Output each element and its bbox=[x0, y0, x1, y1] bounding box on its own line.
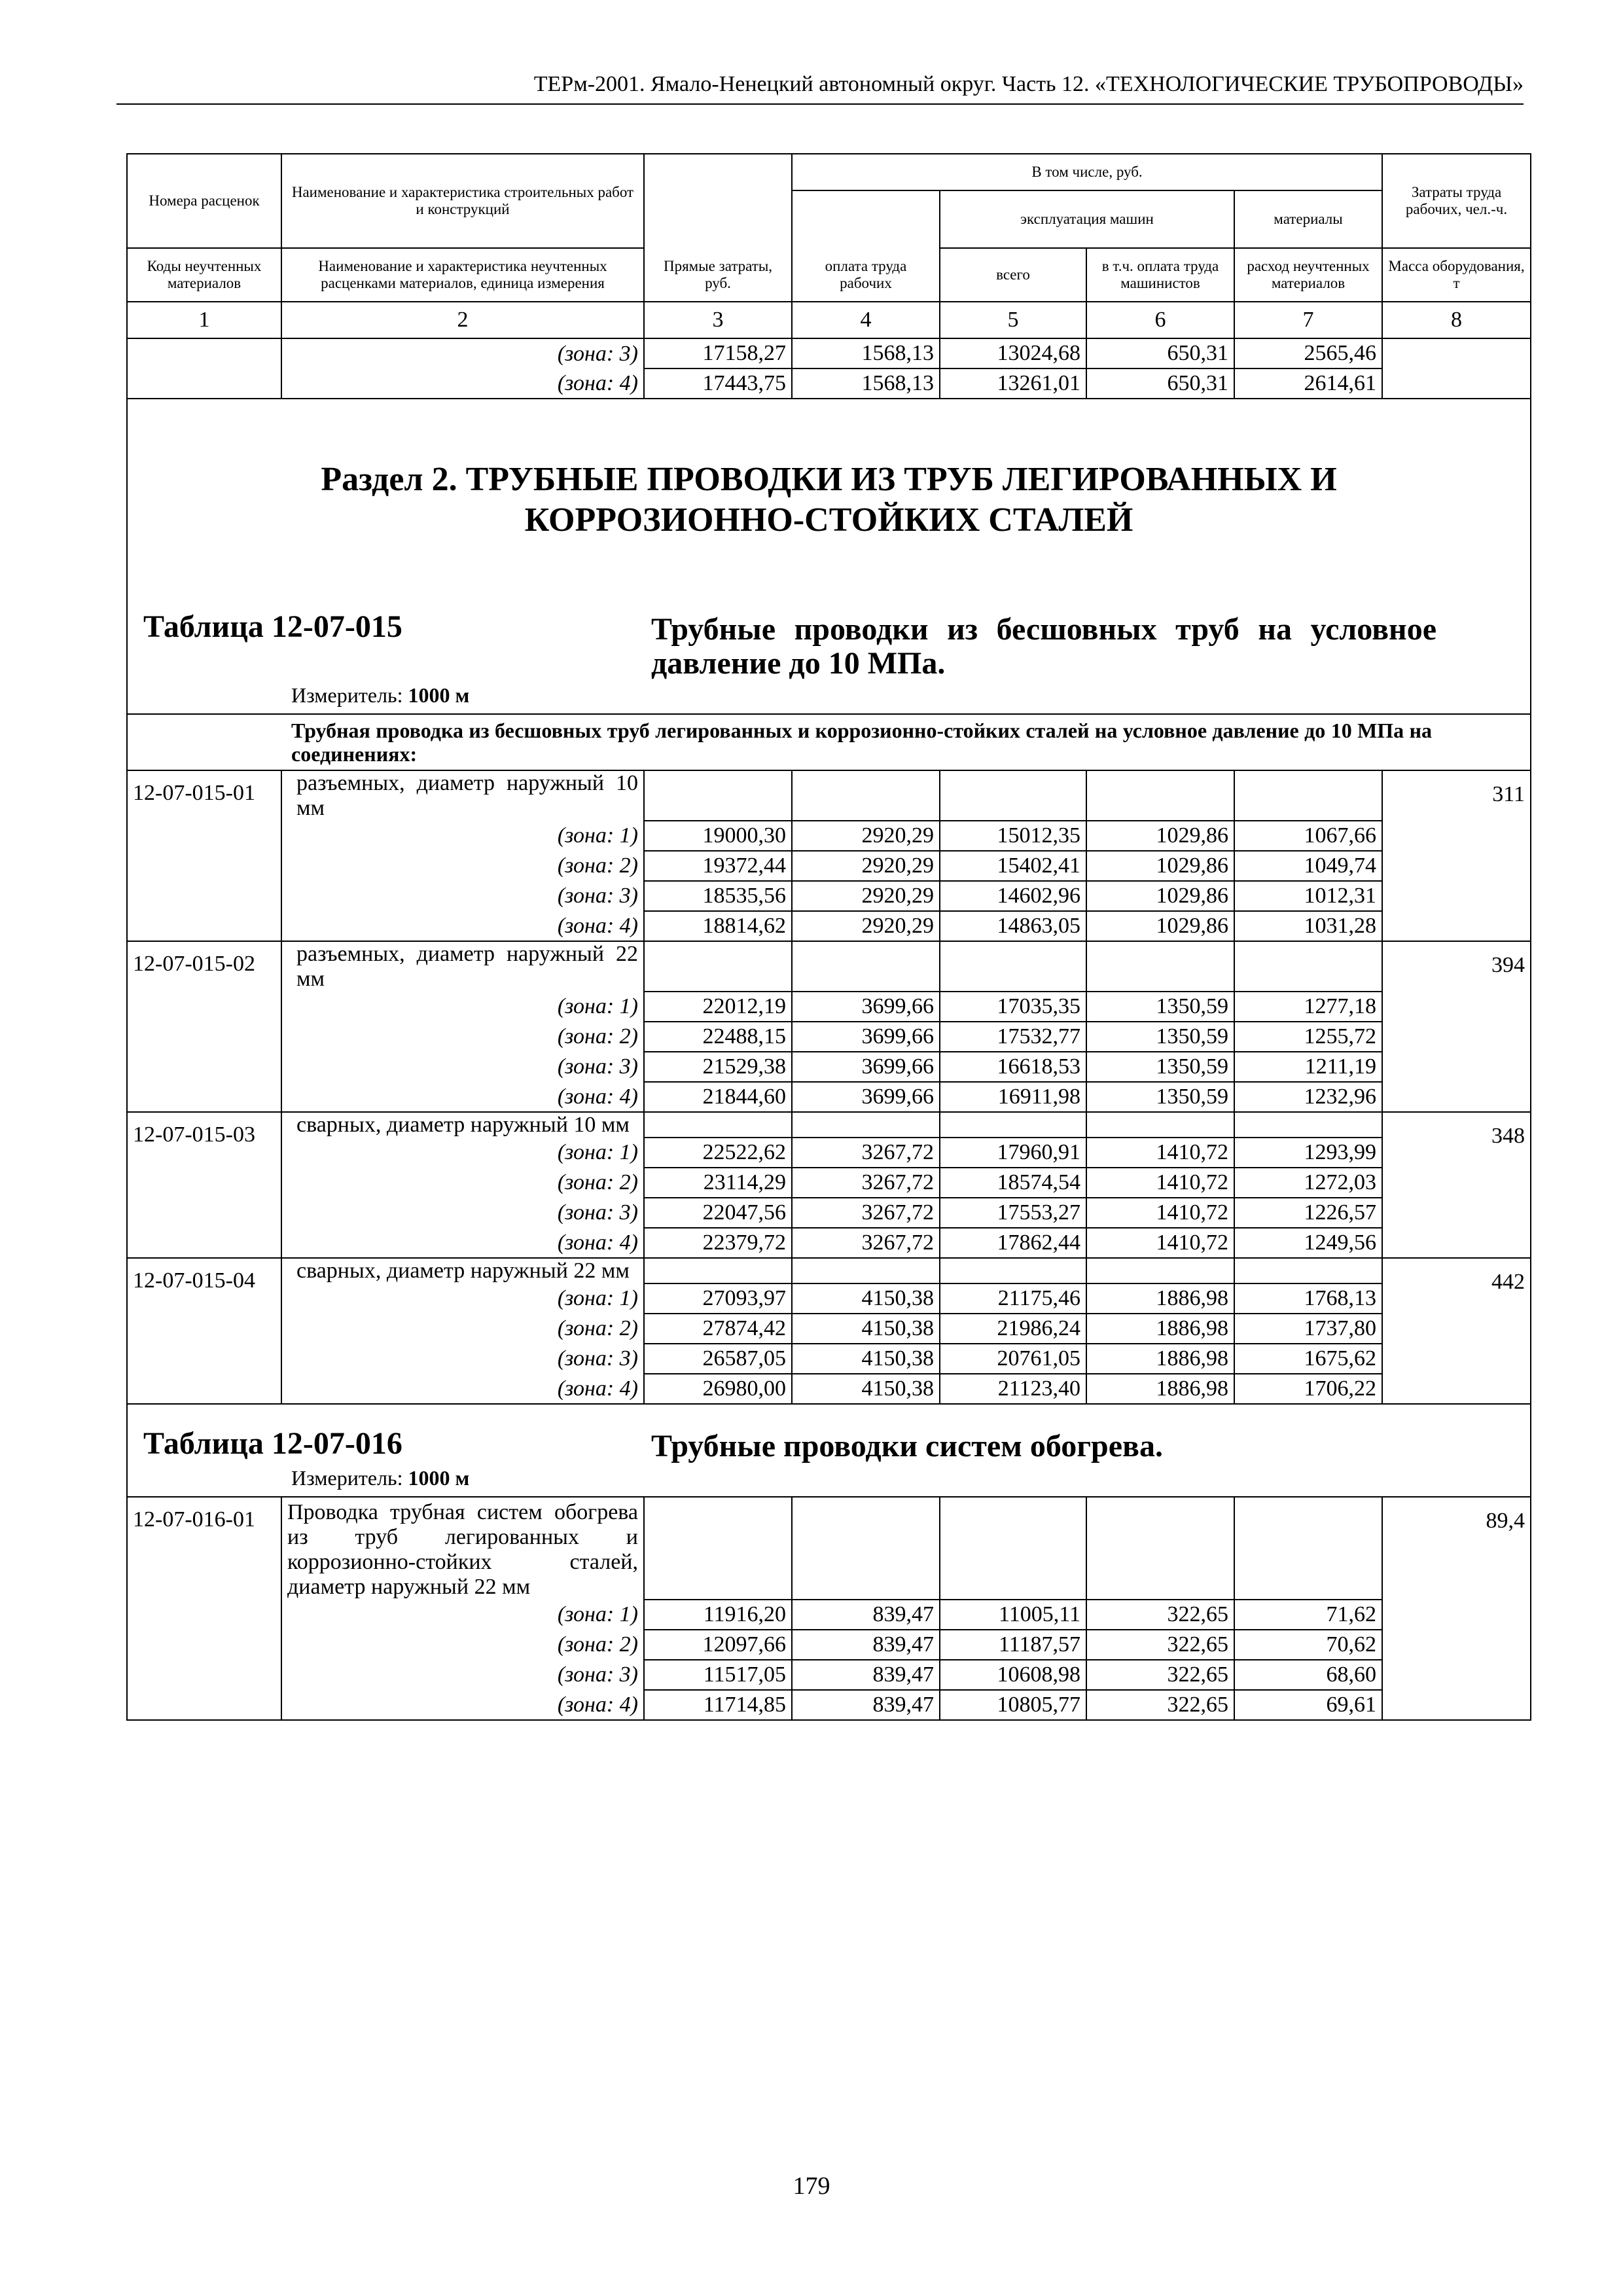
col-num: 7 bbox=[1234, 302, 1382, 338]
value-cell: 1568,13 bbox=[792, 338, 940, 368]
zone-row bbox=[127, 1283, 1531, 1314]
value-cell: 26587,05 bbox=[644, 1344, 792, 1374]
empty-cell bbox=[940, 941, 1086, 992]
col-num: 5 bbox=[940, 302, 1086, 338]
value-cell: 4150,38 bbox=[792, 1283, 940, 1314]
rate-code: 12-07-015-01 bbox=[127, 770, 281, 941]
measure-value: 1000 м bbox=[408, 1466, 470, 1490]
empty-cell bbox=[1234, 1258, 1382, 1283]
rate-name: разъемных, диаметр наружный 22 мм bbox=[281, 941, 644, 992]
empty-cell bbox=[1086, 1258, 1234, 1283]
empty-cell bbox=[1234, 1497, 1382, 1600]
value-cell: 1768,13 bbox=[1234, 1283, 1382, 1314]
rate-code: 12-07-015-04 bbox=[127, 1258, 281, 1404]
col-num: 6 bbox=[1086, 302, 1234, 338]
empty-cell bbox=[792, 1258, 940, 1283]
value-cell: 12097,66 bbox=[644, 1630, 792, 1660]
value-cell: 1232,96 bbox=[1234, 1082, 1382, 1112]
empty-cell bbox=[1234, 941, 1382, 992]
value-cell: 13024,68 bbox=[940, 338, 1086, 368]
zone-label: (зона: 4) bbox=[281, 911, 644, 941]
section-block bbox=[127, 399, 1531, 714]
empty-cell bbox=[792, 1112, 940, 1138]
value-cell: 1211,19 bbox=[1234, 1052, 1382, 1082]
value-cell: 3267,72 bbox=[792, 1168, 940, 1198]
value-cell: 10608,98 bbox=[940, 1660, 1086, 1690]
value-cell: 322,65 bbox=[1086, 1600, 1234, 1630]
value-cell: 20761,05 bbox=[940, 1344, 1086, 1374]
value-cell: 650,31 bbox=[1086, 368, 1234, 399]
value-cell: 17532,77 bbox=[940, 1022, 1086, 1052]
value-cell: 322,65 bbox=[1086, 1660, 1234, 1690]
value-cell: 3699,66 bbox=[792, 1052, 940, 1082]
value-cell: 1886,98 bbox=[1086, 1314, 1234, 1344]
value-cell: 68,60 bbox=[1234, 1660, 1382, 1690]
zone-row bbox=[127, 1198, 1531, 1228]
value-cell: 1350,59 bbox=[1086, 1082, 1234, 1112]
value-cell: 17862,44 bbox=[940, 1228, 1086, 1258]
th-name2: Наименование и характеристика неучтенных расценками материалов, единица измерения bbox=[281, 248, 644, 302]
col-num: 1 bbox=[127, 302, 281, 338]
value-cell: 17158,27 bbox=[644, 338, 792, 368]
value-cell: 13261,01 bbox=[940, 368, 1086, 399]
value-cell: 4150,38 bbox=[792, 1374, 940, 1404]
th-total: всего bbox=[940, 248, 1086, 302]
zone-row bbox=[127, 911, 1531, 941]
column-numbers-row bbox=[127, 302, 1531, 338]
equipment-mass: 394 bbox=[1382, 941, 1531, 1112]
th-direct: Прямые затраты, руб. bbox=[644, 154, 792, 302]
zone-row bbox=[127, 1314, 1531, 1344]
rate-row bbox=[127, 941, 1531, 992]
value-cell: 1029,86 bbox=[1086, 851, 1234, 881]
value-cell: 1249,56 bbox=[1234, 1228, 1382, 1258]
value-cell: 1706,22 bbox=[1234, 1374, 1382, 1404]
value-cell: 2920,29 bbox=[792, 911, 940, 941]
zone-label: (зона: 4) bbox=[281, 1690, 644, 1720]
value-cell: 1277,18 bbox=[1234, 992, 1382, 1022]
value-cell: 2565,46 bbox=[1234, 338, 1382, 368]
value-cell: 1350,59 bbox=[1086, 1052, 1234, 1082]
th-num-rates: Номера расценок bbox=[127, 154, 281, 248]
equipment-mass: 89,4 bbox=[1382, 1497, 1531, 1720]
zone-row bbox=[127, 1138, 1531, 1168]
value-cell: 1886,98 bbox=[1086, 1374, 1234, 1404]
value-cell: 1029,86 bbox=[1086, 821, 1234, 851]
zone-label: (зона: 1) bbox=[281, 821, 644, 851]
rate-row bbox=[127, 1112, 1531, 1138]
value-cell: 1886,98 bbox=[1086, 1344, 1234, 1374]
section-block-cell bbox=[127, 399, 1531, 714]
value-cell: 17035,35 bbox=[940, 992, 1086, 1022]
table-title: Трубные проводки систем обогрева. bbox=[651, 1429, 1163, 1463]
value-cell: 1675,62 bbox=[1234, 1344, 1382, 1374]
value-cell: 15012,35 bbox=[940, 821, 1086, 851]
rate-row bbox=[127, 1497, 1531, 1600]
value-cell: 3267,72 bbox=[792, 1198, 940, 1228]
value-cell: 15402,41 bbox=[940, 851, 1086, 881]
value-cell: 322,65 bbox=[1086, 1630, 1234, 1660]
rate-row bbox=[127, 770, 1531, 821]
empty-cell bbox=[1086, 1497, 1234, 1600]
zone-label: (зона: 3) bbox=[281, 881, 644, 911]
value-cell: 650,31 bbox=[1086, 338, 1234, 368]
value-cell: 22488,15 bbox=[644, 1022, 792, 1052]
value-cell: 11916,20 bbox=[644, 1600, 792, 1630]
zone-label: (зона: 3) bbox=[281, 338, 644, 368]
value-cell: 27874,42 bbox=[644, 1314, 792, 1344]
rate-row bbox=[127, 1258, 1531, 1283]
zone-row bbox=[127, 1344, 1531, 1374]
rate-name: сварных, диаметр наружный 22 мм bbox=[281, 1258, 644, 1283]
zone-row bbox=[127, 1374, 1531, 1404]
value-cell: 22522,62 bbox=[644, 1138, 792, 1168]
zone-label: (зона: 3) bbox=[281, 1344, 644, 1374]
empty-cell bbox=[792, 770, 940, 821]
value-cell: 4150,38 bbox=[792, 1344, 940, 1374]
value-cell: 17553,27 bbox=[940, 1198, 1086, 1228]
value-cell: 21844,60 bbox=[644, 1082, 792, 1112]
th-codes: Коды неучтенных материалов bbox=[127, 248, 281, 302]
zone-label: (зона: 1) bbox=[281, 1600, 644, 1630]
rate-name: Проводка трубная систем обогрева из труб легированных и коррозионно-стойких сталей, диаметр наружный 22 мм bbox=[281, 1497, 644, 1600]
value-cell: 1350,59 bbox=[1086, 1022, 1234, 1052]
value-cell: 17443,75 bbox=[644, 368, 792, 399]
th-machines: эксплуатация машин bbox=[940, 190, 1234, 248]
value-cell: 3267,72 bbox=[792, 1228, 940, 1258]
value-cell: 2920,29 bbox=[792, 821, 940, 851]
zone-row bbox=[127, 1082, 1531, 1112]
value-cell: 18574,54 bbox=[940, 1168, 1086, 1198]
rate-name: сварных, диаметр наружный 10 мм bbox=[281, 1112, 644, 1138]
group-description: Трубная проводка из бесшовных труб легированных и коррозионно-стойких сталей на условное давление до 10 МПа на соединениях: bbox=[127, 714, 1531, 770]
col-num: 2 bbox=[281, 302, 644, 338]
th-wage: оплата труда рабочих bbox=[792, 190, 940, 302]
zone-label: (зона: 4) bbox=[281, 1374, 644, 1404]
rate-name: разъемных, диаметр наружный 10 мм bbox=[281, 770, 644, 821]
code-cell bbox=[127, 338, 281, 368]
value-cell: 1293,99 bbox=[1234, 1138, 1382, 1168]
th-incl-mach: в т.ч. оплата труда машинистов bbox=[1086, 248, 1234, 302]
col-num: 3 bbox=[644, 302, 792, 338]
value-cell: 10805,77 bbox=[940, 1690, 1086, 1720]
value-cell: 3699,66 bbox=[792, 1022, 940, 1052]
zone-row bbox=[127, 821, 1531, 851]
empty-cell bbox=[940, 770, 1086, 821]
zone-label: (зона: 2) bbox=[281, 1630, 644, 1660]
value-cell: 2614,61 bbox=[1234, 368, 1382, 399]
zone-row bbox=[127, 1228, 1531, 1258]
table-label: Таблица 12-07-015 bbox=[143, 609, 402, 644]
empty-cell bbox=[792, 941, 940, 992]
zone-label: (зона: 2) bbox=[281, 1314, 644, 1344]
value-cell: 22012,19 bbox=[644, 992, 792, 1022]
empty-cell bbox=[644, 770, 792, 821]
value-cell: 839,47 bbox=[792, 1690, 940, 1720]
zone-row bbox=[127, 1022, 1531, 1052]
value-cell: 26980,00 bbox=[644, 1374, 792, 1404]
value-cell: 18814,62 bbox=[644, 911, 792, 941]
value-cell: 17960,91 bbox=[940, 1138, 1086, 1168]
value-cell: 1049,74 bbox=[1234, 851, 1382, 881]
th-mass: Масса оборудования, т bbox=[1382, 248, 1531, 302]
rate-code: 12-07-015-03 bbox=[127, 1112, 281, 1258]
value-cell: 18535,56 bbox=[644, 881, 792, 911]
thead-row-1 bbox=[127, 154, 1531, 190]
measure-label: Измеритель: bbox=[291, 683, 403, 707]
zone-row bbox=[127, 1630, 1531, 1660]
table2-header bbox=[127, 1404, 1531, 1497]
value-cell: 3699,66 bbox=[792, 1082, 940, 1112]
zone-label: (зона: 3) bbox=[281, 1052, 644, 1082]
th-materials: материалы bbox=[1234, 190, 1382, 248]
equipment-mass: 311 bbox=[1382, 770, 1531, 941]
zone-label: (зона: 3) bbox=[281, 1660, 644, 1690]
value-cell: 22047,56 bbox=[644, 1198, 792, 1228]
value-cell: 1350,59 bbox=[1086, 992, 1234, 1022]
empty-cell bbox=[644, 1112, 792, 1138]
zone-row bbox=[127, 1690, 1531, 1720]
zone-row bbox=[127, 1600, 1531, 1630]
measure-value: 1000 м bbox=[408, 683, 470, 707]
rates-table bbox=[126, 153, 1531, 1721]
group-row bbox=[127, 714, 1531, 770]
value-cell: 1031,28 bbox=[1234, 911, 1382, 941]
empty-cell bbox=[1086, 941, 1234, 992]
empty-cell bbox=[644, 941, 792, 992]
value-cell: 1255,72 bbox=[1234, 1022, 1382, 1052]
page-number: 179 bbox=[793, 2172, 830, 2200]
value-cell: 1029,86 bbox=[1086, 911, 1234, 941]
th-name: Наименование и характеристика строительных работ и конструкций bbox=[281, 154, 644, 248]
value-cell: 22379,72 bbox=[644, 1228, 792, 1258]
empty-cell bbox=[792, 1497, 940, 1600]
value-cell: 839,47 bbox=[792, 1660, 940, 1690]
value-cell: 1410,72 bbox=[1086, 1228, 1234, 1258]
equipment-mass: 348 bbox=[1382, 1112, 1531, 1258]
value-cell: 19000,30 bbox=[644, 821, 792, 851]
running-header: ТЕРм-2001. Ямало-Ненецкий автономный округ. Часть 12. «ТЕХНОЛОГИЧЕСКИЕ ТРУБОПРОВОДЫ» bbox=[533, 72, 1524, 96]
value-cell: 3699,66 bbox=[792, 992, 940, 1022]
empty-cell bbox=[940, 1497, 1086, 1600]
zone-row bbox=[127, 851, 1531, 881]
empty-cell bbox=[940, 1112, 1086, 1138]
zone-row bbox=[127, 338, 1531, 368]
col-num: 8 bbox=[1382, 302, 1531, 338]
section-title: Раздел 2. ТРУБНЫЕ ПРОВОДКИ ИЗ ТРУБ ЛЕГИРОВАННЫХ И КОРРОЗИОННО-СТОЙКИХ СТАЛЕЙ bbox=[321, 461, 1337, 539]
zone-row bbox=[127, 1052, 1531, 1082]
value-cell: 1067,66 bbox=[1234, 821, 1382, 851]
table-title: Трубные проводки из бесшовных труб на условное давление до 10 МПа. bbox=[651, 612, 1436, 681]
empty-cell bbox=[644, 1497, 792, 1600]
zone-label: (зона: 4) bbox=[281, 1228, 644, 1258]
col-num: 4 bbox=[792, 302, 940, 338]
zone-row bbox=[127, 1168, 1531, 1198]
value-cell: 1568,13 bbox=[792, 368, 940, 399]
value-cell: 23114,29 bbox=[644, 1168, 792, 1198]
th-consumption: расход неучтенных материалов bbox=[1234, 248, 1382, 302]
equipment-mass: 442 bbox=[1382, 1258, 1531, 1404]
value-cell: 71,62 bbox=[1234, 1600, 1382, 1630]
measure-unit bbox=[143, 1463, 1514, 1496]
zone-row bbox=[127, 368, 1531, 399]
value-cell: 14602,96 bbox=[940, 881, 1086, 911]
value-cell: 21123,40 bbox=[940, 1374, 1086, 1404]
empty-cell bbox=[940, 1258, 1086, 1283]
value-cell: 21986,24 bbox=[940, 1314, 1086, 1344]
header-rule bbox=[116, 103, 1524, 105]
table2-header-cell bbox=[127, 1404, 1531, 1497]
value-cell: 1410,72 bbox=[1086, 1138, 1234, 1168]
value-cell: 11005,11 bbox=[940, 1600, 1086, 1630]
value-cell: 21175,46 bbox=[940, 1283, 1086, 1314]
value-cell: 11187,57 bbox=[940, 1630, 1086, 1660]
value-cell: 11714,85 bbox=[644, 1690, 792, 1720]
value-cell: 1737,80 bbox=[1234, 1314, 1382, 1344]
value-cell: 14863,05 bbox=[940, 911, 1086, 941]
value-cell: 1886,98 bbox=[1086, 1283, 1234, 1314]
zone-row bbox=[127, 881, 1531, 911]
zone-label: (зона: 2) bbox=[281, 851, 644, 881]
zone-row bbox=[127, 1660, 1531, 1690]
zone-label: (зона: 3) bbox=[281, 1198, 644, 1228]
value-cell: 16618,53 bbox=[940, 1052, 1086, 1082]
value-cell: 69,61 bbox=[1234, 1690, 1382, 1720]
value-cell: 1272,03 bbox=[1234, 1168, 1382, 1198]
zone-label: (зона: 4) bbox=[281, 368, 644, 399]
value-cell: 3267,72 bbox=[792, 1138, 940, 1168]
value-cell: 2920,29 bbox=[792, 881, 940, 911]
code-cell bbox=[127, 368, 281, 399]
empty-cell bbox=[1234, 1112, 1382, 1138]
rate-code: 12-07-016-01 bbox=[127, 1497, 281, 1720]
zone-label: (зона: 2) bbox=[281, 1168, 644, 1198]
zone-row bbox=[127, 992, 1531, 1022]
mass-cell bbox=[1382, 338, 1531, 368]
empty-cell bbox=[1234, 770, 1382, 821]
value-cell: 1410,72 bbox=[1086, 1198, 1234, 1228]
value-cell: 2920,29 bbox=[792, 851, 940, 881]
value-cell: 1012,31 bbox=[1234, 881, 1382, 911]
value-cell: 1029,86 bbox=[1086, 881, 1234, 911]
value-cell: 1226,57 bbox=[1234, 1198, 1382, 1228]
zone-label: (зона: 1) bbox=[281, 1138, 644, 1168]
value-cell: 19372,44 bbox=[644, 851, 792, 881]
value-cell: 11517,05 bbox=[644, 1660, 792, 1690]
th-incl: В том числе, руб. bbox=[792, 154, 1382, 190]
value-cell: 839,47 bbox=[792, 1630, 940, 1660]
value-cell: 1410,72 bbox=[1086, 1168, 1234, 1198]
empty-cell bbox=[644, 1258, 792, 1283]
value-cell: 16911,98 bbox=[940, 1082, 1086, 1112]
zone-label: (зона: 4) bbox=[281, 1082, 644, 1112]
mass-cell bbox=[1382, 368, 1531, 399]
value-cell: 70,62 bbox=[1234, 1630, 1382, 1660]
value-cell: 4150,38 bbox=[792, 1314, 940, 1344]
th-labor: Затраты труда рабочих, чел.-ч. bbox=[1382, 154, 1531, 248]
rate-code: 12-07-015-02 bbox=[127, 941, 281, 1112]
measure-label: Измеритель: bbox=[291, 1466, 403, 1490]
empty-cell bbox=[1086, 770, 1234, 821]
value-cell: 21529,38 bbox=[644, 1052, 792, 1082]
value-cell: 839,47 bbox=[792, 1600, 940, 1630]
zone-label: (зона: 1) bbox=[281, 1283, 644, 1314]
value-cell: 27093,97 bbox=[644, 1283, 792, 1314]
zone-label: (зона: 1) bbox=[281, 992, 644, 1022]
value-cell: 322,65 bbox=[1086, 1690, 1234, 1720]
table-label: Таблица 12-07-016 bbox=[143, 1426, 402, 1461]
zone-label: (зона: 2) bbox=[281, 1022, 644, 1052]
measure-unit bbox=[143, 681, 1514, 713]
empty-cell bbox=[1086, 1112, 1234, 1138]
